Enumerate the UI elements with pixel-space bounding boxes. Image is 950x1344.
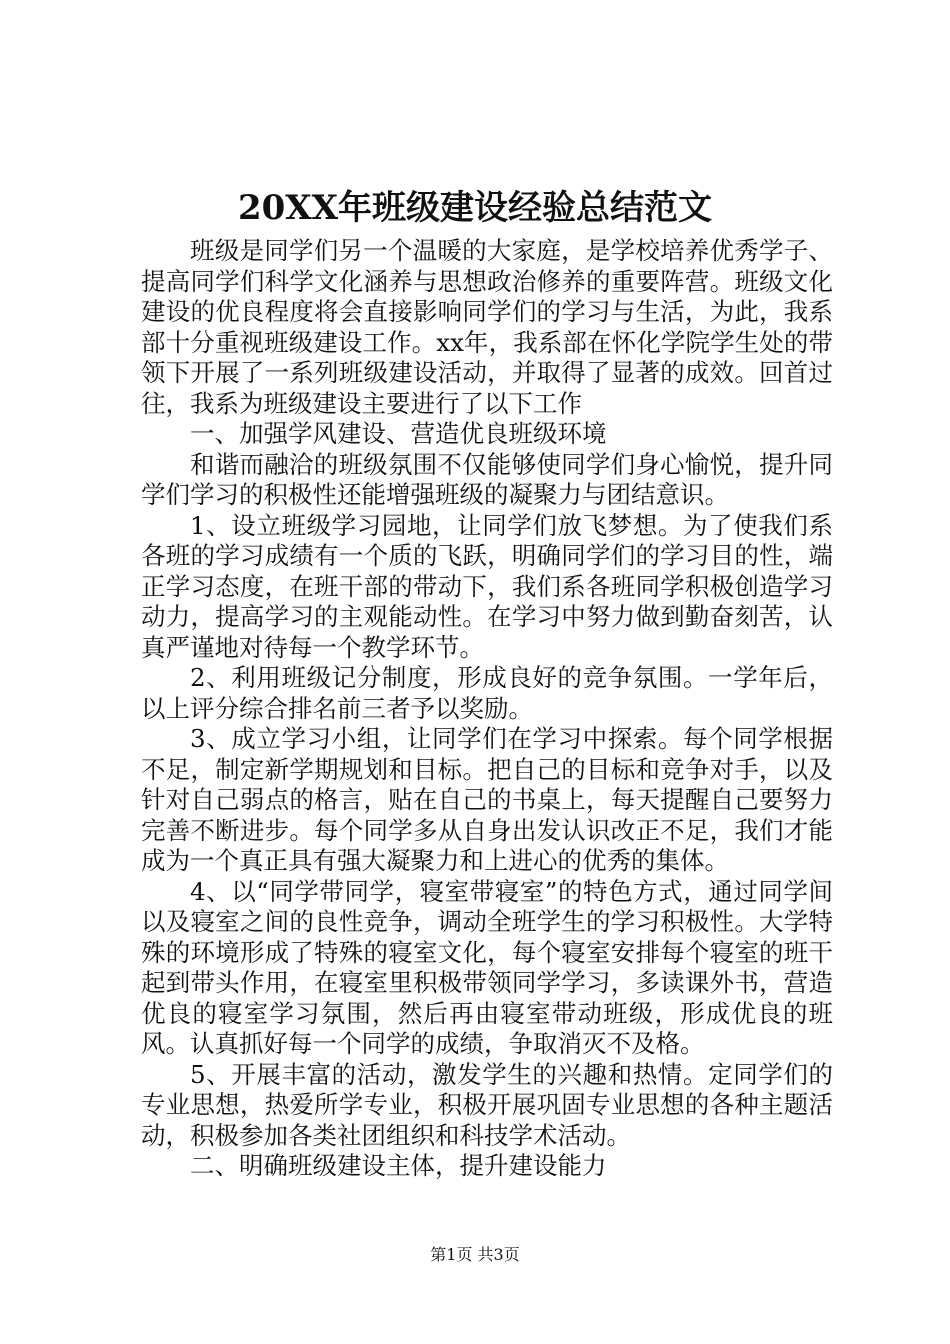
document-body bbox=[141, 236, 833, 1182]
heading-section-2: 二、明确班级建设主体，提升建设能力 bbox=[190, 1151, 607, 1180]
paragraph-item-1: 1、设立班级学习园地，让同学们放飞梦想。为了使我们系各班的学习成绩有一个质的飞跃，明确同学们的学习目的性，端正学习态度，在班干部的带动下，我们系各班同学积极创造学习动力，提高学习的主观能动性。在学习中努力做到勤奋刻苦，认真严谨地对待每一个教学环节。 bbox=[141, 510, 833, 662]
paragraph-item-2: 2、利用班级记分制度，形成良好的竞争氛围。一学年后，以上评分综合排名前三者予以奖励。 bbox=[141, 663, 833, 723]
document-title: 20XX年班级建设经验总结范文 bbox=[237, 188, 713, 228]
heading-section-1: 一、加强学风建设、营造优良班级环境 bbox=[190, 419, 607, 448]
paragraph-item-3: 3、成立学习小组，让同学们在学习中探索。每个同学根据不足，制定新学期规划和目标。把自己的目标和竞争对手，以及针对自己弱点的格言，贴在自己的书桌上，每天提醒自己要努力完善不断进步。每个同学多从自身出发认识改正不足，我们才能成为一个真正具有强大凝聚力和上进心的优秀的集体。 bbox=[141, 724, 833, 875]
paragraph-item-5: 5、开展丰富的活动，激发学生的兴趣和热情。定同学们的专业思想，热爱所学专业，积极开展巩固专业思想的各种主题活动，积极参加各类社团组织和科技学术活动。 bbox=[141, 1059, 833, 1150]
paragraph-intro: 班级是同学们另一个温暖的大家庭，是学校培养优秀学子、提高同学们科学文化涵养与思想政治修养的重要阵营。班级文化建设的优良程度将会直接影响同学们的学习与生活，为此，我系部十分重视班级建设工作。xx年，我系部在怀化学院学生处的带领下开展了一系列班级建设活动，并取得了显著的成效。回首过往，我系为班级建设主要进行了以下工作 bbox=[141, 236, 833, 418]
paragraph-atmosphere: 和谐而融洽的班级氛围不仅能够使同学们身心愉悦，提升同学们学习的积极性还能增强班级的凝聚力与团结意识。 bbox=[141, 449, 833, 509]
paragraph-item-4: 4、以“同学带同学，寝室带寝室”的特色方式，通过同学间以及寝室之间的良性竞争，调动全班学生的学习积极性。大学特殊的环境形成了特殊的寝室文化，每个寝室安排每个寝室的班干起到带头作用，在寝室里积极带领同学学习，多读课外书，营造优良的寝室学习氛围，然后再由寝室带动班级，形成优良的班风。认真抓好每一个同学的成绩，争取消灭不及格。 bbox=[141, 876, 833, 1058]
page-number-footer: 第1页 共3页 bbox=[430, 1245, 520, 1264]
